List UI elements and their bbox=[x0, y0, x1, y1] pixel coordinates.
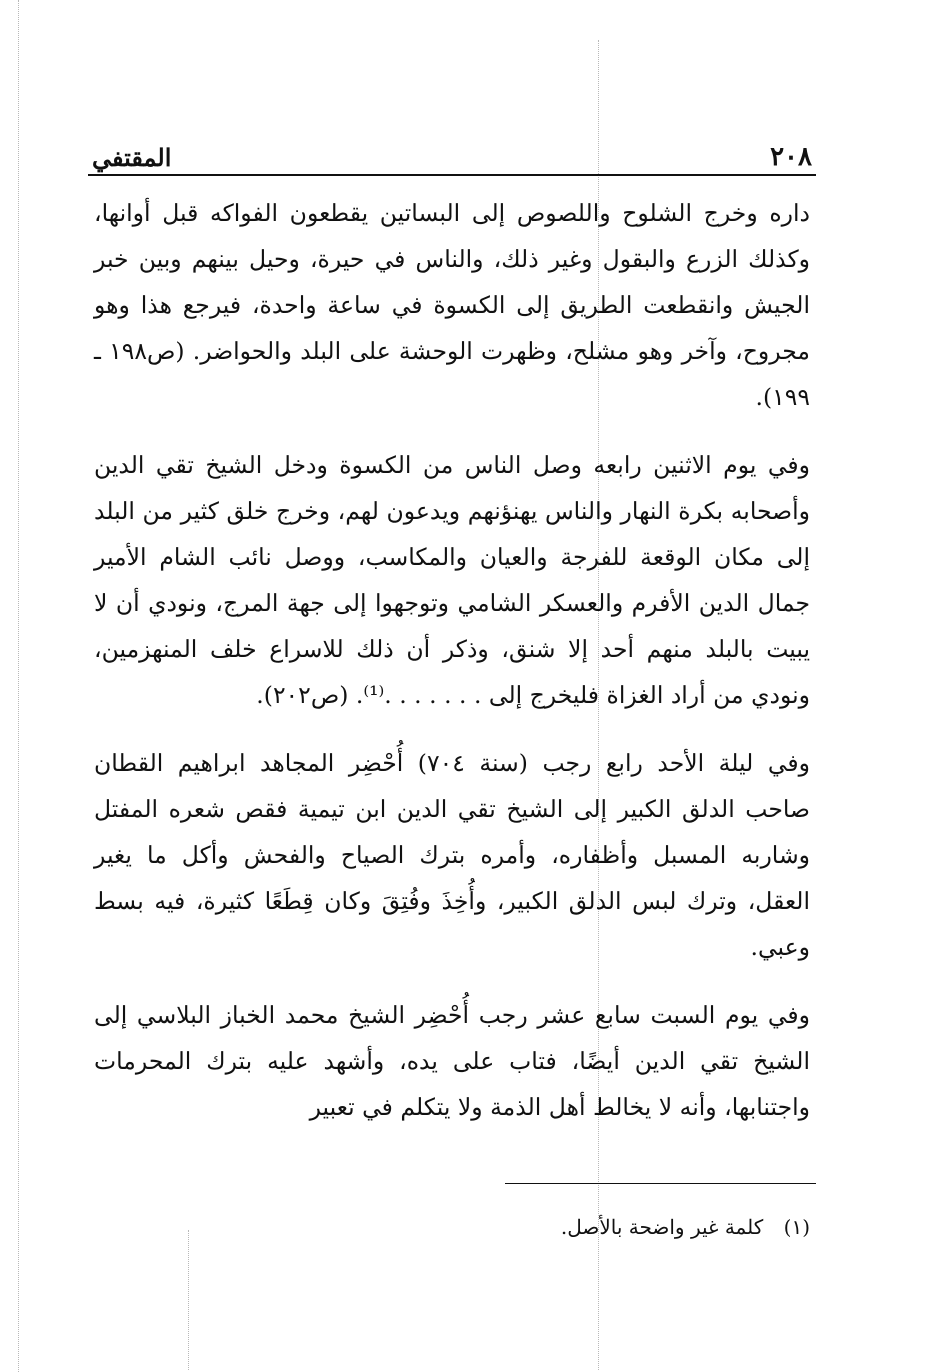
footnote bbox=[88, 1212, 810, 1242]
paragraph: داره وخرج الشلوح واللصوص إلى البساتين يقطعون الفواكه قبل أوانها، وكذلك الزرع والبقول وغير ذلك، والناس في حيرة، وحيل بينهم وبين خبر الجيش وانقطعت الطريق إلى الكسوة في ساعة واحدة، فيرجع هذا وهو مجروح، وآخر وهو مشلح، وظهرت الوحشة على البلد والحواضر. (ص١٩٨ ـ ١٩٩). bbox=[94, 199, 810, 411]
running-title: المقتفي bbox=[92, 143, 172, 172]
page-number: ٢٠٨ bbox=[770, 142, 812, 172]
page-header bbox=[88, 130, 816, 176]
footnote-number: (١) bbox=[783, 1215, 810, 1239]
scan-artifact-line bbox=[18, 0, 20, 1372]
paragraph: وفي يوم الاثنين رابعه وصل الناس من الكسوة ودخل الشيخ تقي الدين وأصحابه بكرة النهار والناس يهنؤنهم ويدعون لهم، وخرج خلق كثير من البلد إلى مكان الوقعة للفرجة والعيان والمكاسب، ووصل نائب الشام الأمير جمال الدين الأفرم والعسكر الشامي وتوجهوا إلى جهة المرج، ونودي أن لا يبيت بالبلد منهم أحد إلا شنق، وذكر أن ذلك للاسراع خلف المنهزمين، ونودي من أراد الغزاة فليخرج إلى . . . . . . .⁽¹⁾. (ص٢٠٢). bbox=[94, 451, 810, 709]
body-text bbox=[88, 190, 816, 1130]
scan-artifact-line bbox=[188, 1230, 190, 1370]
paragraph: وفي ليلة الأحد رابع رجب (سنة ٧٠٤) أُحْضِر المجاهد ابراهيم القطان صاحب الدلق الكبير إلى الشيخ تقي الدين ابن تيمية فقص شعره المفتل وشاربه المسبل وأظفاره، وأمره بترك الصياح والفحش وأكل ما يغير العقل، وترك لبس الدلق الكبير، وأُخِذَ وفُتِقَ وكان قِطَعًا كثيرة، فيه بسط وعبي. bbox=[94, 749, 811, 961]
footnote-text: كلمة غير واضحة بالأصل. bbox=[560, 1215, 764, 1239]
paragraph: وفي يوم السبت سابع عشر رجب أُحْضِر الشيخ محمد الخباز البلاسي إلى الشيخ تقي الدين أيضًا، فتاب على يده، وأشهد عليه بترك المحرمات واجتنابها، وأنه لا يخالط أهل الذمة ولا يتكلم في تعبير bbox=[94, 1001, 810, 1121]
book-page bbox=[88, 130, 816, 1152]
footnote-divider bbox=[505, 1183, 816, 1184]
